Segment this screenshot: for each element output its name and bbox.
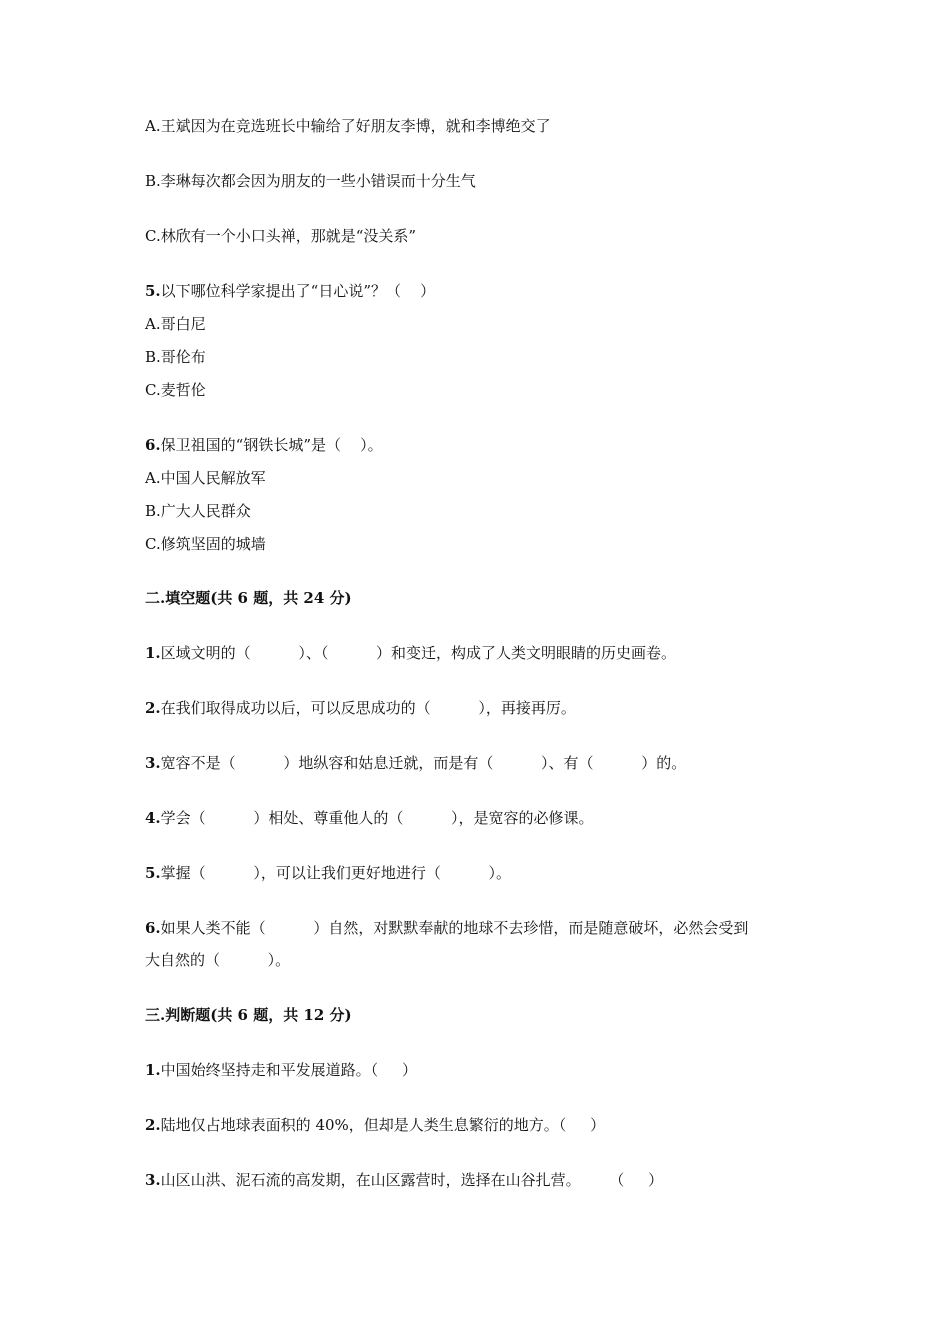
question-text: 以下哪位科学家提出了“日心说”？（ ） [160,282,436,300]
question-text: 区域文明的（ ）、（ ）和变迁，构成了人类文明眼睛的历史画卷。 [160,644,677,662]
q6-option-a: A.中国人民解放军 [145,469,266,487]
q5-option-b: B.哥伦布 [145,348,206,366]
question-number: 6. [145,436,161,454]
question-text: 宽容不是（ ）地纵容和姑息迁就，而是有（ ）、有（ ）的。 [160,754,687,772]
option-a: A.王斌因为在竞选班长中输给了好朋友李博，就和李博绝交了 [145,117,551,135]
judge-question-2 [145,1115,605,1135]
question-number: 2. [145,699,161,717]
question-number: 3. [145,1171,161,1189]
fill-question-4 [145,808,594,828]
fill-question-3 [145,753,686,773]
question-number: 3. [145,754,161,772]
question-number: 1. [145,644,161,662]
section-title-true-false: 三.判断题(共 6 题，共 12 分) [145,1006,352,1024]
q6-option-c: C.修筑坚固的城墙 [145,535,266,553]
fill-question-1 [145,643,676,663]
q5-option-c: C.麦哲伦 [145,381,206,399]
option-c: C.林欣有一个小口头禅，那就是“没关系” [145,227,417,245]
question-text: 掌握（ ），可以让我们更好地进行（ ）。 [160,864,512,882]
fill-question-6 [145,918,748,938]
option-b: B.李琳每次都会因为朋友的一些小错误而十分生气 [145,172,476,190]
judge-question-3 [145,1170,663,1190]
question-text: 山区山洪、泥石流的高发期，在山区露营时，选择在山谷扎营。 （ ） [160,1171,664,1189]
question-text: 如果人类不能（ ）自然，对默默奉献的地球不去珍惜，而是随意破坏，必然会受到 [160,919,749,937]
question-text: 保卫祖国的“钢铁长城”是（ ）。 [160,436,383,454]
question-number: 5. [145,282,161,300]
question-6 [145,435,383,455]
judge-question-1 [145,1060,417,1080]
question-text: 学会（ ）相处、尊重他人的（ ），是宽容的必修课。 [160,809,594,827]
question-number: 2. [145,1116,161,1134]
question-number: 5. [145,864,161,882]
question-text: 中国始终坚持走和平发展道路。（ ） [160,1061,418,1079]
section-title-fill-in: 二.填空题(共 6 题，共 24 分) [145,589,352,607]
question-text: 陆地仅占地球表面积的 40%，但却是人类生息繁衍的地方。（ ） [160,1116,606,1134]
question-number: 6. [145,919,161,937]
question-text: 在我们取得成功以后，可以反思成功的（ ），再接再厉。 [160,699,576,717]
fill-question-2 [145,698,576,718]
fill-question-6-continued: 大自然的（ ）。 [145,951,291,969]
fill-question-5 [145,863,511,883]
question-number: 4. [145,809,161,827]
question-5 [145,281,435,301]
q5-option-a: A.哥白尼 [145,315,206,333]
q6-option-b: B.广大人民群众 [145,502,251,520]
question-number: 1. [145,1061,161,1079]
